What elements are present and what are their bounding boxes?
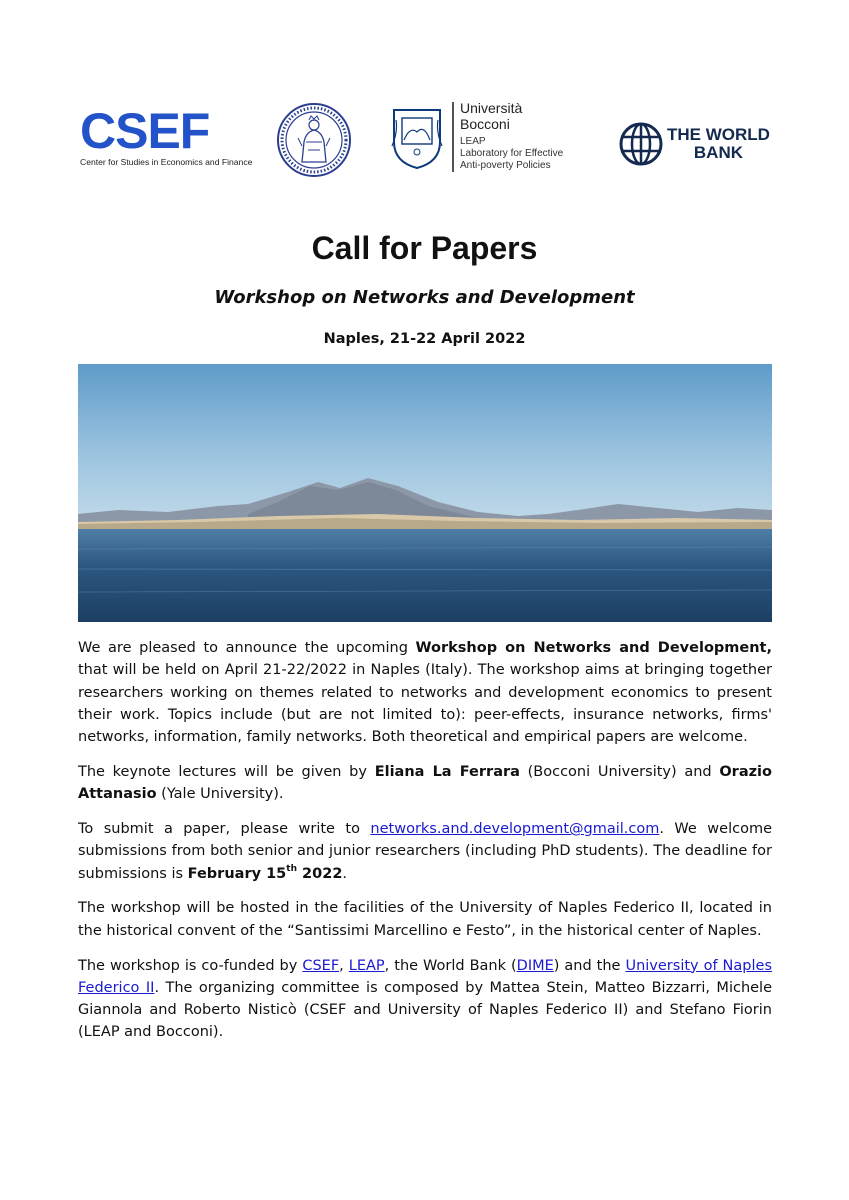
vesuvius-bay-photo [78,364,772,622]
world-bank-text [667,126,770,162]
event-dateline: Naples, 21-22 April 2022 [323,331,526,347]
page-title: Call for Papers [311,230,538,266]
world-bank-line-2: BANK [693,143,744,162]
intro-paragraph: We are pleased to announce the upcoming Workshop on Networks and Development, that will be held on April 21-22/2022 in Naples (Italy). The workshop aims at bringing together researchers working on themes related to networks and development economics to present their work. Topics include (but are not limited to): peer-effects, insurance networks, firms' networks, information, family networks. Both theoretical and empirical papers are welcome. [78,640,772,746]
workshop-subtitle: Workshop on Networks and Development [214,287,635,308]
world-bank-logo [619,122,789,172]
leap-line-1: Laboratory for Effective [460,148,564,159]
csef-logo-mark: CSEF [80,103,210,159]
logo-strip [0,96,849,186]
csef-link[interactable]: CSEF [302,957,340,974]
deadline: February 15th 2022 [187,863,343,882]
keynote-speaker-2: Orazio Attanasio [78,763,772,803]
bocconi-divider [452,102,454,172]
dime-link[interactable]: DIME [516,957,554,974]
bocconi-line-bocconi: Bocconi [460,116,510,132]
workshop-name: Workshop on Networks and Development, [415,640,772,656]
bocconi-crest-icon [388,102,446,172]
submission-email-link[interactable]: networks.and.development@gmail.com [370,821,660,838]
university-naples-seal-icon [276,102,352,178]
body-text [78,637,772,1056]
bocconi-line-universita: Università [460,100,523,116]
submission-paragraph: To submit a paper, please write to networks.and.development@gmail.com. We welcome submissions from both senior and junior researchers (including PhD students). The deadline for submissions is February 15th 2022. [78,821,772,882]
bocconi-text [460,100,563,172]
bocconi-leap-logo [388,100,588,180]
leap-link[interactable]: LEAP [348,957,385,974]
keynote-paragraph: The keynote lectures will be given by Eliana La Ferrara (Bocconi University) and Orazio Attanasio (Yale University). [78,763,772,803]
csef-logo [80,103,253,167]
leap-label: LEAP [460,136,486,147]
world-bank-line-1: THE WORLD [667,125,770,144]
university-naples-link[interactable]: University of Naples Federico II [78,957,772,996]
venue-paragraph: The workshop will be hosted in the facilities of the University of Naples Federico II, located in the historical convent of the “Santissimi Marcellino e Festo”, in the historical center of Naples. [78,900,772,939]
world-bank-globe-icon [619,122,663,166]
leap-line-2: Anti-poverty Policies [460,160,551,171]
funding-paragraph: The workshop is co-funded by CSEF, LEAP, the World Bank (DIME) and the University of Naples Federico II. The organizing committee is composed by Mattea Stein, Matteo Bizzarri, Michele Giannola and Roberto Nisticò (CSEF and University of Naples Federico II) and Stefano Fiorin (LEAP and Bocconi). [78,957,773,1041]
keynote-speaker-1: Eliana La Ferrara [374,763,520,780]
csef-logo-subtitle: Center for Studies in Economics and Finance [80,157,253,167]
